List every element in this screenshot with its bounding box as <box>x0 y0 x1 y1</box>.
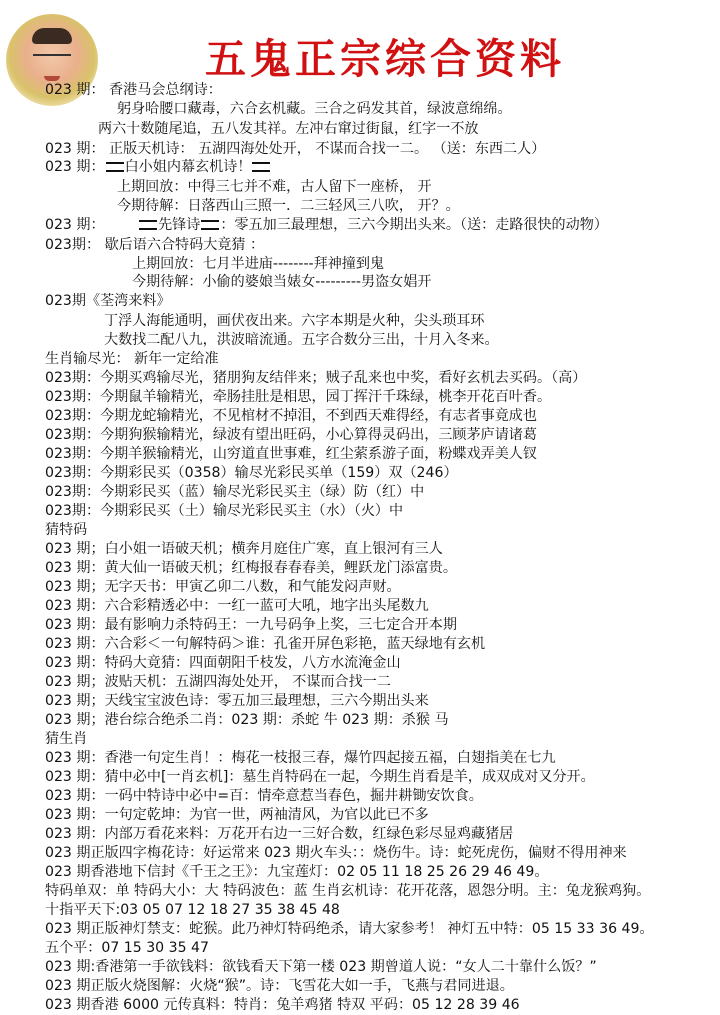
page-title: 五鬼正宗综合资料 <box>205 35 565 83</box>
text-line: 023 期：猜中必中[一肖玄机]：墓生肖特码在一起，今期生肖看是羊，成双成对又分开。 <box>45 769 595 785</box>
text-prefix: 023 期： <box>45 217 105 233</box>
text-line: 023 期；波贴天机：五湖四海处处开， 不谋而合找一二 <box>45 674 391 690</box>
text-line: 023 期：一码中特诗中必中=百：情牵意惹当春色，掘井耕锄安饮食。 <box>45 788 483 804</box>
text-line: 023期：今期龙蛇输精光，不见棺材不掉泪，不到西天难得经，有志者事竟成也 <box>45 408 537 424</box>
text-line: 023期：今期彩民买（蓝）输尽光彩民买主（绿）防（红）中 <box>45 484 425 500</box>
text-segment: ：零五加三最理想，三六今期出头来。（送：走路很快的动物） <box>220 217 608 233</box>
text-line: 023 期；无字天书：甲寅乙卯二八数，和气能发闷声财。 <box>45 579 401 595</box>
text-line: 特码单双：单 特码大小：大 特码波色：蓝 生肖玄机诗：花开花落，恩怨分明。主：兔龙猴鸡狗。 <box>45 883 651 899</box>
text-line: 五个平：07 15 30 35 47 <box>45 940 209 956</box>
double-bar-icon <box>106 162 124 172</box>
text-line: 023 期香港 6000 元传真料：特肖：兔羊鸡猪 特双 平码：05 12 28 39 46 <box>45 997 520 1013</box>
text-line: 023 期香港地下信封《千王之王》：九宝莲灯：02 05 11 18 25 26 29 46 49。 <box>45 864 549 880</box>
text-line: 023 期正版四字梅花诗：好运常来 023 期火车头：：烧伤牛。诗：蛇死虎伤，偏财不得用神来 <box>45 845 627 861</box>
text-line: 023 期：特码大竟猜：四面朝阳千枝发，八方水流淹金山 <box>45 655 401 671</box>
text-line: 023 期：最有影响力杀特码王：一九号码争上奖，三七定合开本期 <box>45 617 457 633</box>
text-line: 躬身哈腰口藏毒，六合玄机藏。三合之码发其首，绿波意绵绵。 <box>117 101 512 117</box>
text-line: 023 期：内部万看花来料：万花开右边一三好合数，红绿色彩尽显鸡藏猪居 <box>45 826 514 842</box>
text-line: 023 期： 香港马会总纲诗： <box>45 82 222 98</box>
text-line: 大数找二配八九，洪波暗流通。五字合数分三出，十月入冬来。 <box>104 332 499 348</box>
text-main-visible: 白小姐内幕玄机诗！ <box>124 159 252 175</box>
text-line: 023 期：六合彩精透必中：一红一蓝可大吼，地字出头尾数九 <box>45 598 429 614</box>
text-line: 023期：今期彩民买（0358）输尽光彩民买单（159）双（246） <box>45 465 458 481</box>
text-line: 023 期；天线宝宝波色诗：零五加三最理想，三六今期出头来 <box>45 693 429 709</box>
text-line: 023 期：一句定乾坤：为官一世，两袖清风，为官以此已不多 <box>45 807 429 823</box>
text-line: 今期待解：小偷的婆娘当婊女---------男盗女娼开 <box>132 274 432 290</box>
text-line: 023期：今期彩民买（土）输尽光彩民买主（水）（火）中 <box>45 503 404 519</box>
text-line-with-marks <box>45 158 271 177</box>
text-line: 023期：今期狗猴输精光，绿波有望出旺码，小心算得灵码出，三顾茅庐请诸葛 <box>45 427 537 443</box>
text-line: 023 期；港台综合绝杀二肖：023 期：杀蛇 牛 023 期：杀猴 马 <box>45 712 449 728</box>
text-line: 023 期：黄大仙一语破天机；红梅报春春春美，鲤跃龙门添富贵。 <box>45 560 457 576</box>
text-line: 023期：今期羊猴输精光，山穷道直世事难，红尘萦系游子面，粉蝶戏弄美人钗 <box>45 446 537 462</box>
text-line: 023 期正版神灯禁支：蛇猴。此乃神灯特码绝杀，请大家参考！ 神灯五中特：05 15 33 36 49。 <box>45 921 654 937</box>
double-bar-icon <box>252 162 270 172</box>
text-line: 上期回放：中得三七并不难，古人留下一座桥， 开 <box>117 179 432 195</box>
text-line: 023 期：六合彩＜一句解特码＞谁：孔雀开屏色彩艳，蓝天绿地有玄机 <box>45 636 486 652</box>
text-line: 今期待解：日落西山三照一．二三轻风三八吹， 开？。 <box>117 198 460 214</box>
text-line: 生肖输尽光： 新年一定给准 <box>45 351 219 367</box>
text-line: 023 期： 正版天机诗： 五湖四海处处开， 不谋而合找一二。 （送：东西二人） <box>45 141 546 157</box>
text-line: 023期： 歇后语六合特码大竟猜 ： <box>45 237 265 253</box>
text-line: 十指平天下:03 05 07 12 18 27 35 38 45 48 <box>45 902 340 918</box>
section-heading: 猜生肖 <box>45 731 88 747</box>
text-line: 023 期正版火烧图解：火烧“猴”。诗：飞雪花大如一手，飞燕与君同进退。 <box>45 978 514 994</box>
text-line: 两六十数随尾追，五八发其祥。左冲右窜过街鼠，红字一不放 <box>98 121 479 137</box>
text-line: 丁浮人海能通明，画伏夜出来。六字本期是火种，尖头琐耳环 <box>104 313 485 329</box>
double-bar-icon <box>201 220 219 230</box>
section-heading: 猜特码 <box>45 522 88 538</box>
text-line: 023 期：香港一句定生肖！：梅花一枝报三春，爆竹四起接五福，白翅指美在七九 <box>45 750 556 766</box>
double-bar-icon <box>139 220 157 230</box>
text-line: 023 期:香港第一手欲钱料：欲钱看天下第一楼 023 期曾道人说：“女人二十靠什么饭？” <box>45 959 597 975</box>
text-line: 023 期；白小姐一语破天机；横奔月庭住广寒，直上银河有三人 <box>45 541 443 557</box>
text-prefix: 023 期： <box>45 159 105 175</box>
text-line: 023期：今期鼠羊输精光，牵肠挂肚是相思，园丁挥汗千珠绿，桃李开花百叶香。 <box>45 389 552 405</box>
text-line: 023期：今期买鸡输尽光，猪朋狗友结伴来；贼子乱来也中奖，看好玄机去买码。（高） <box>45 370 587 386</box>
text-line: 023期《荃湾来料》 <box>45 293 171 309</box>
text-line-with-marks <box>45 216 608 235</box>
text-segment: 先锋诗 <box>158 217 201 233</box>
text-line: 上期回放：七月半进庙--------拜神撞到鬼 <box>132 256 385 272</box>
